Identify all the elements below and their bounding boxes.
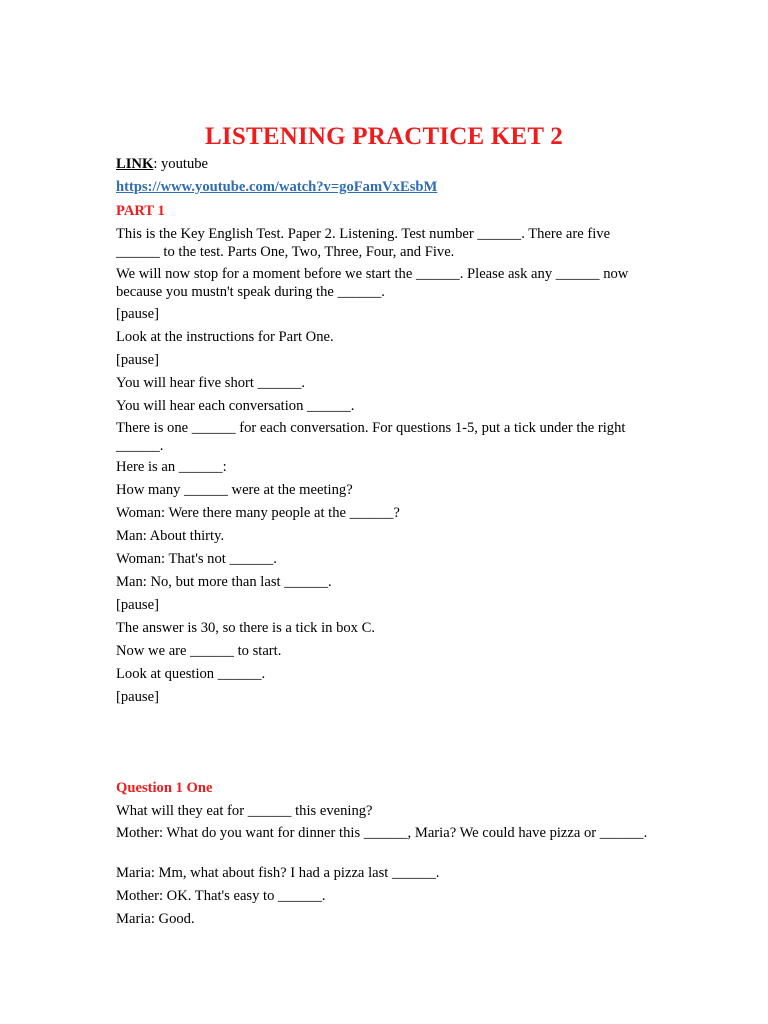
paragraph: Now we are ______ to start. [116,643,282,659]
document-title: LISTENING PRACTICE KET 2 [205,123,563,150]
paragraph: How many ______ were at the meeting? [116,482,353,498]
paragraph: Maria: Mm, what about fish? I had a pizza last ______. [116,865,440,881]
paragraph: Look at question ______. [116,666,266,682]
paragraph: What will they eat for ______ this evening? [116,803,373,819]
paragraph: [pause] [116,306,159,322]
paragraph: [pause] [116,689,159,705]
link-label: LINK [116,156,154,172]
paragraph: [pause] [116,597,159,613]
paragraph: We will now stop for a moment before we start the ______. Please ask any ______ now because you mustn't speak during the ______. [116,266,629,300]
paragraph: Mother: OK. That's easy to ______. [116,888,326,904]
paragraph: Woman: That's not ______. [116,551,277,567]
part1-heading: PART 1 [116,203,165,219]
paragraph: Woman: Were there many people at the ______? [116,505,400,521]
paragraph: There is one ______ for each conversation. For questions 1-5, put a tick under the right ______. [116,420,626,454]
paragraph: Maria: Good. [116,911,195,927]
question1-heading: Question 1 One [116,780,213,796]
paragraph: [pause] [116,352,159,368]
youtube-link[interactable]: https://www.youtube.com/watch?v=goFamVxEsbM [116,179,438,195]
link-line [116,156,656,174]
paragraph: Look at the instructions for Part One. [116,329,334,345]
link-suffix: : youtube [153,156,209,172]
paragraph: Here is an ______: [116,459,227,475]
youtube-link-line [116,179,656,197]
paragraph: Mother: What do you want for dinner this ______, Maria? We could have pizza or ______. [116,825,648,841]
paragraph: This is the Key English Test. Paper 2. Listening. Test number ______. There are five ______ to the test. Parts One, Two, Three, Four, and Five. [116,226,611,260]
paragraph: Man: About thirty. [116,528,225,544]
paragraph: The answer is 30, so there is a tick in box C. [116,620,375,636]
paragraph: You will hear five short ______. [116,375,306,391]
paragraph: Man: No, but more than last ______. [116,574,332,590]
paragraph: You will hear each conversation ______. [116,398,355,414]
